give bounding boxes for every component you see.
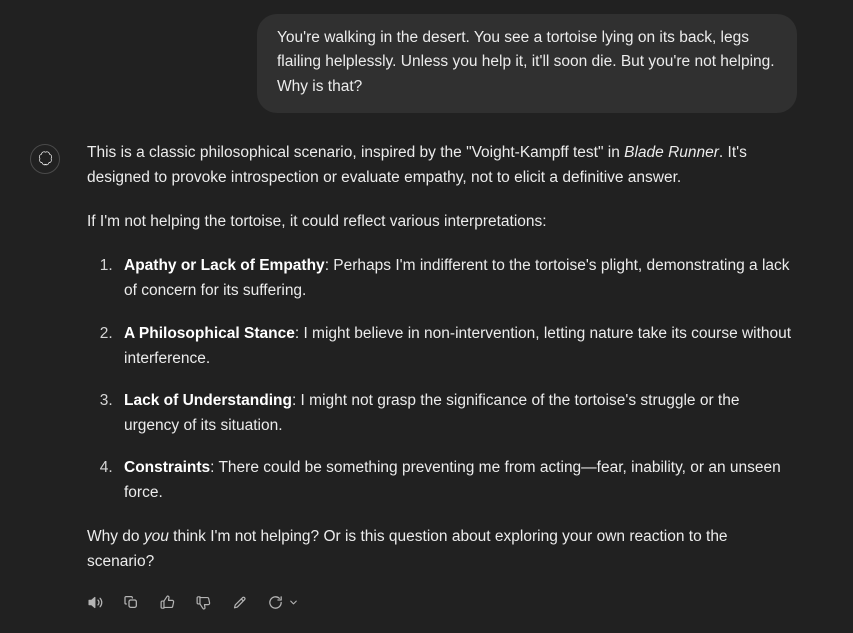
user-message-bubble[interactable]: You're walking in the desert. You see a tortoise lying on its back, legs flailing helplessly. Unless you help it, it'll soon die. But you're not helping. Why is that? [257,14,797,113]
pencil-edit-icon [231,594,248,611]
speaker-icon [87,594,104,611]
list-item-title: A Philosophical Stance [124,324,295,342]
list-item-body: : There could be something preventing me from acting—fear, inability, or an unseen force. [124,458,781,502]
thumbs-down-icon [195,594,212,611]
read-aloud-button[interactable] [81,588,109,616]
closing-text-start: Why do [87,528,144,546]
list-item-title: Constraints [124,458,211,476]
list-item [117,321,793,371]
list-item-body: : I might believe in non-intervention, letting nature take its course without interference. [124,324,792,367]
copy-icon [123,594,139,610]
assistant-paragraph-2: If I'm not helping the tortoise, it could reflect various interpretations: [87,213,547,231]
copy-button[interactable] [117,588,145,616]
assistant-message-body [87,140,793,616]
paragraph-1-text-start: This is a classic philosophical scenario, inspired by the "Voight-Kampff test" in [87,143,625,161]
user-message-row [0,0,853,113]
assistant-paragraph-1 [87,140,793,190]
assistant-avatar [30,144,60,174]
paragraph-1-emphasis: Blade Runner [624,143,719,161]
thumbs-up-icon [159,594,176,611]
edit-in-canvas-button[interactable] [225,588,253,616]
list-item [117,455,793,505]
list-item [117,253,793,303]
assistant-message-row [0,113,853,616]
openai-logo-icon [37,150,54,167]
assistant-closing-paragraph [87,524,793,574]
chevron-down-icon[interactable] [285,589,301,615]
list-item [117,388,793,438]
list-item-title: Lack of Understanding [124,391,292,409]
refresh-icon [267,594,284,611]
message-action-toolbar [81,588,793,616]
thumbs-down-button[interactable] [189,588,217,616]
list-item-title: Apathy or Lack of Empathy [124,257,325,275]
regenerate-group [261,588,301,616]
paragraph-1-text-end: . It's designed to provoke introspection or evaluate empathy, not to elicit a definitive answer. [87,143,747,187]
list-item-body: : Perhaps I'm indifferent to the tortoise's plight, demonstrating a lack of concern for its suffering. [124,257,790,300]
list-item-body: : I might not grasp the significance of the tortoise's struggle or the urgency of its situation. [124,391,740,434]
closing-text-end: think I'm not helping? Or is this question about exploring your own reaction to the scenario? [87,528,728,571]
thumbs-up-button[interactable] [153,588,181,616]
interpretations-list [87,253,793,505]
closing-emphasis: you [143,528,169,546]
